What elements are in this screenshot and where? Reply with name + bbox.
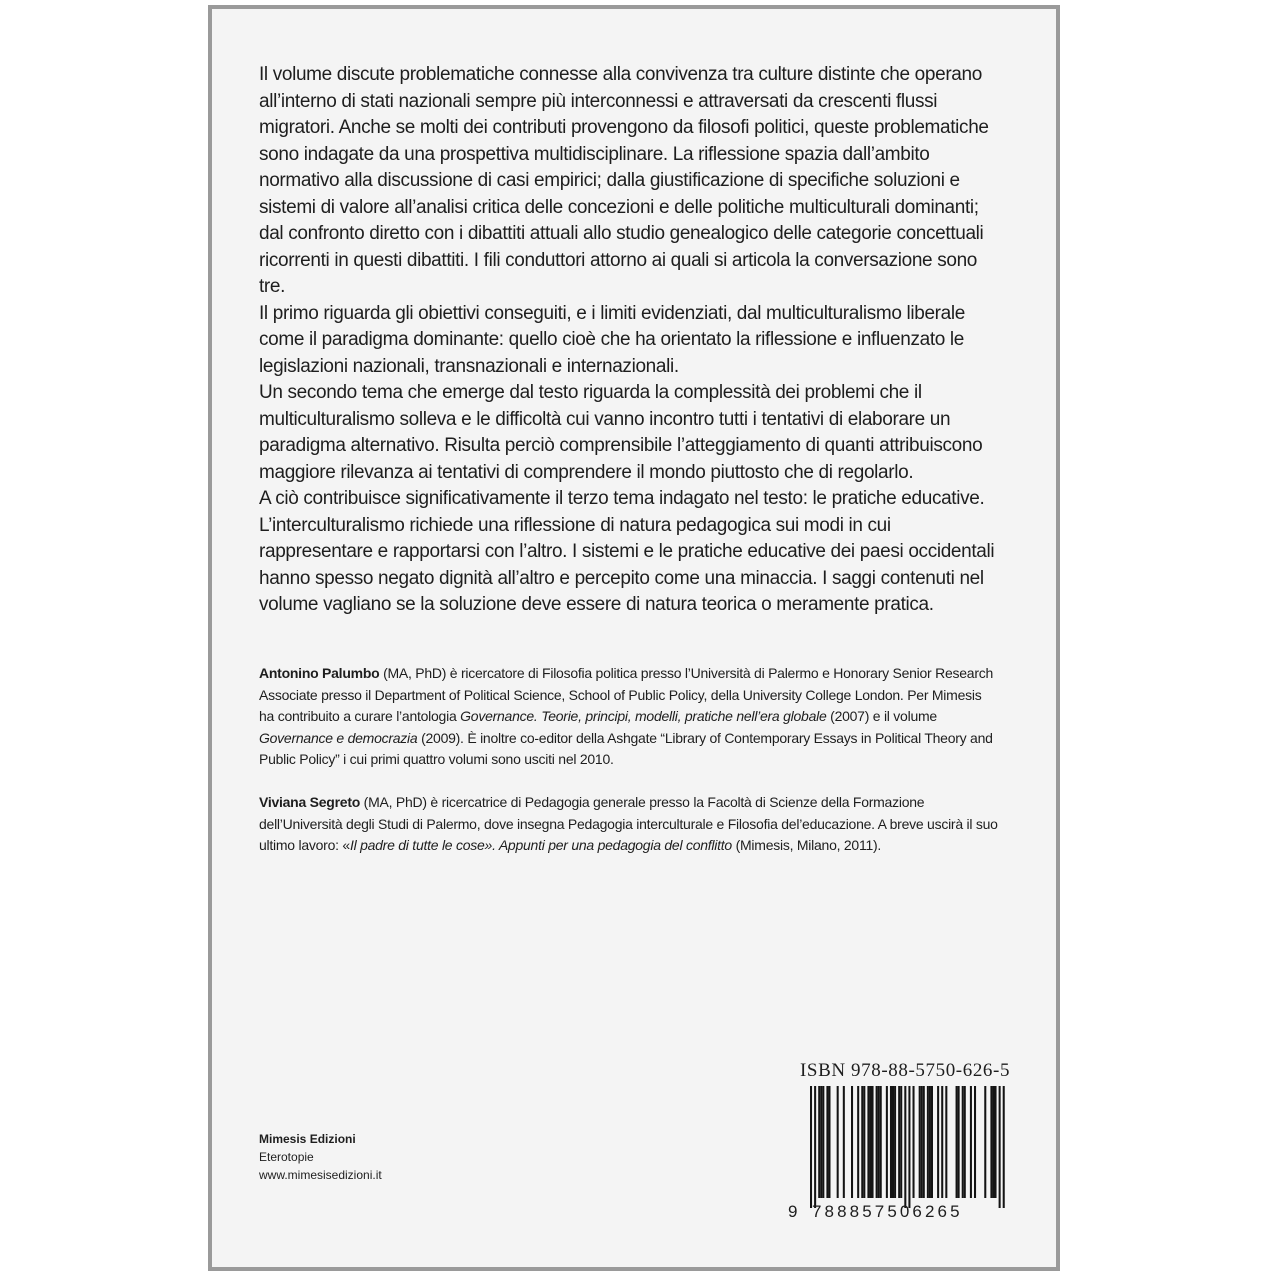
barcode-digits: 788857506265 <box>812 1202 963 1221</box>
synopsis-paragraph: A ciò contribuisce significativamente il terzo tema indagato nel testo: le pratiche educative. L’interculturalismo richiede una riflessione di natura pedagogica sui modi in cui rappresentare e rapportarsi con l’altro. I sistemi e le pratiche educative dei paesi occidentali hanno spesso negato dignità all’altro e percepito come una minaccia. I saggi contenuti nel volume vagliano se la soluzione deve essere di natura teorica o meramente pratica. <box>259 488 995 615</box>
barcode-bar <box>904 1086 906 1208</box>
barcode-bar <box>964 1086 966 1198</box>
barcode-bar <box>945 1086 947 1198</box>
author-name: Viviana Segreto <box>259 794 361 810</box>
isbn-label: ISBN 978-88-5750-626-5 <box>800 1060 1011 1081</box>
barcode-bar <box>826 1086 828 1198</box>
barcode-bar <box>937 1086 939 1198</box>
bio-text: (Mimesis, Milano, 2011). <box>731 837 882 853</box>
barcode-bar <box>962 1086 964 1198</box>
bio-text: (2007) e il volume <box>826 708 937 724</box>
barcode-bar <box>872 1086 874 1198</box>
author-bio-palumbo <box>259 663 999 771</box>
barcode-bar <box>908 1086 910 1208</box>
barcode-bar <box>898 1086 900 1198</box>
barcode-bar <box>913 1086 915 1198</box>
barcode-bar <box>990 1086 992 1198</box>
publisher-block <box>259 1130 382 1184</box>
barcode-bar <box>880 1086 882 1198</box>
barcode-bar <box>956 1086 958 1198</box>
barcode-bar <box>970 1086 972 1198</box>
barcode-bar <box>999 1086 1001 1208</box>
barcode-bar <box>814 1086 816 1208</box>
barcode-bar <box>1003 1086 1005 1208</box>
bio-text: (MA, PhD) è ricercatrice di Pedagogia generale presso la Facoltà di Scienze della Formazione dell’Università degli Studi di Palermo, dove insegna Pedagogia interculturale e Filosofia del’educazione. A breve uscirà il suo ultimo lavoro: « <box>259 794 998 853</box>
barcode-bar <box>857 1086 859 1198</box>
barcode-bar <box>820 1086 822 1198</box>
bio-text: (MA, PhD) è ricercatore di Filosofia politica presso l’Università di Palermo e Honorary Senior Research Associate presso il Department of Political Science, School of Public Policy, della University College London. Per Mimesis ha contribuito a curare l’antologia <box>259 665 994 724</box>
barcode-bar <box>923 1086 925 1198</box>
barcode-bar <box>929 1086 931 1198</box>
book-title: Governance e democrazia <box>259 729 418 746</box>
barcode-bar <box>974 1086 976 1198</box>
synopsis-paragraph: Un secondo tema che emerge dal testo riguarda la complessità dei problemi che il multiculturalismo solleva e le difficoltà cui vanno incontro tutti i tentativi di elaborare un paradigma alternativo. Risulta perciò comprensibile l’atteggiamento di quanti attribuiscono maggiore rilevanza ai tentativi di comprendere il mondo piuttosto che di regolarlo. <box>259 382 983 483</box>
barcode-bar <box>810 1086 812 1208</box>
barcode-bar <box>992 1086 994 1198</box>
barcode-bar <box>828 1086 830 1198</box>
publisher-website: www.mimesisedizioni.it <box>259 1168 382 1182</box>
series-name: Eterotopie <box>259 1150 314 1164</box>
barcode-bar <box>822 1086 824 1198</box>
barcode-bar <box>867 1086 869 1198</box>
synopsis-paragraph: Il primo riguarda gli obiettivi conseguiti, e i limiti evidenziati, dal multiculturalismo liberale come il paradigma dominante: quello cioè che ha orientato la riflessione e influenzato le legislazioni nazionali, transnazionali e internazionali. <box>259 302 965 377</box>
book-title: Il padre di tutte le cose». Appunti per una pedagogia del conflitto <box>349 837 732 853</box>
barcode-bar <box>818 1086 820 1198</box>
barcode-bar <box>927 1086 929 1198</box>
barcode-bar <box>921 1086 923 1198</box>
barcode-bar <box>861 1086 863 1198</box>
book-title: Governance. Teorie, principi, modelli, pratiche nell’era globale <box>460 708 827 724</box>
barcode-first-digit: 9 <box>788 1202 798 1221</box>
barcode-bar <box>837 1086 839 1198</box>
author-bio-segreto <box>259 792 999 857</box>
barcode-bar <box>900 1086 902 1198</box>
barcode-bar <box>958 1086 960 1198</box>
barcode-bar <box>878 1086 880 1198</box>
barcode-bar <box>843 1086 845 1198</box>
barcode-bar <box>869 1086 871 1198</box>
barcode-bar <box>995 1086 997 1198</box>
barcode-bar <box>931 1086 933 1198</box>
publisher-name: Mimesis Edizioni <box>259 1132 356 1146</box>
synopsis-paragraph: Il volume discute problematiche connesse alla convivenza tra culture distinte che operano all’interno di stati nazionali sempre più interconnessi e attraversati da crescenti flussi migratori. Anche se molti dei contributi provengono da filosofi politici, queste problematiche sono indagate da una prospettiva multidisciplinare. La riflessione spazia dall’ambito normativo alla discussione di casi empirici; dalla giustificazione di specifiche soluzioni e sistemi di valore all’analisi critica delle concezioni e delle politiche multiculturali dominanti; dal confronto diretto con i dibattiti attuali allo studio genealogico delle categorie concettuali ricorrenti in questi dibattiti. I fili conduttori attorno ai quali si articola la conversazione sono tre. <box>259 64 989 297</box>
synopsis-text <box>259 62 999 619</box>
barcode-bar <box>894 1086 896 1198</box>
barcode-bar <box>851 1086 853 1198</box>
author-name: Antonino Palumbo <box>259 665 380 681</box>
barcode-bar <box>876 1086 878 1198</box>
barcode-bar <box>863 1086 865 1198</box>
barcode-bar <box>919 1086 921 1198</box>
barcode-bar <box>892 1086 894 1198</box>
barcode-bar <box>890 1086 892 1198</box>
bio-text: (2009). È inoltre co-editor della Ashgate “Library of Contemporary Essays in Political Theory and Public Policy” i cui primi quattro volumi sono usciti nel 2010. <box>259 729 993 767</box>
barcode-bar <box>886 1086 888 1198</box>
barcode-bar <box>941 1086 943 1198</box>
barcode-bar <box>984 1086 986 1198</box>
